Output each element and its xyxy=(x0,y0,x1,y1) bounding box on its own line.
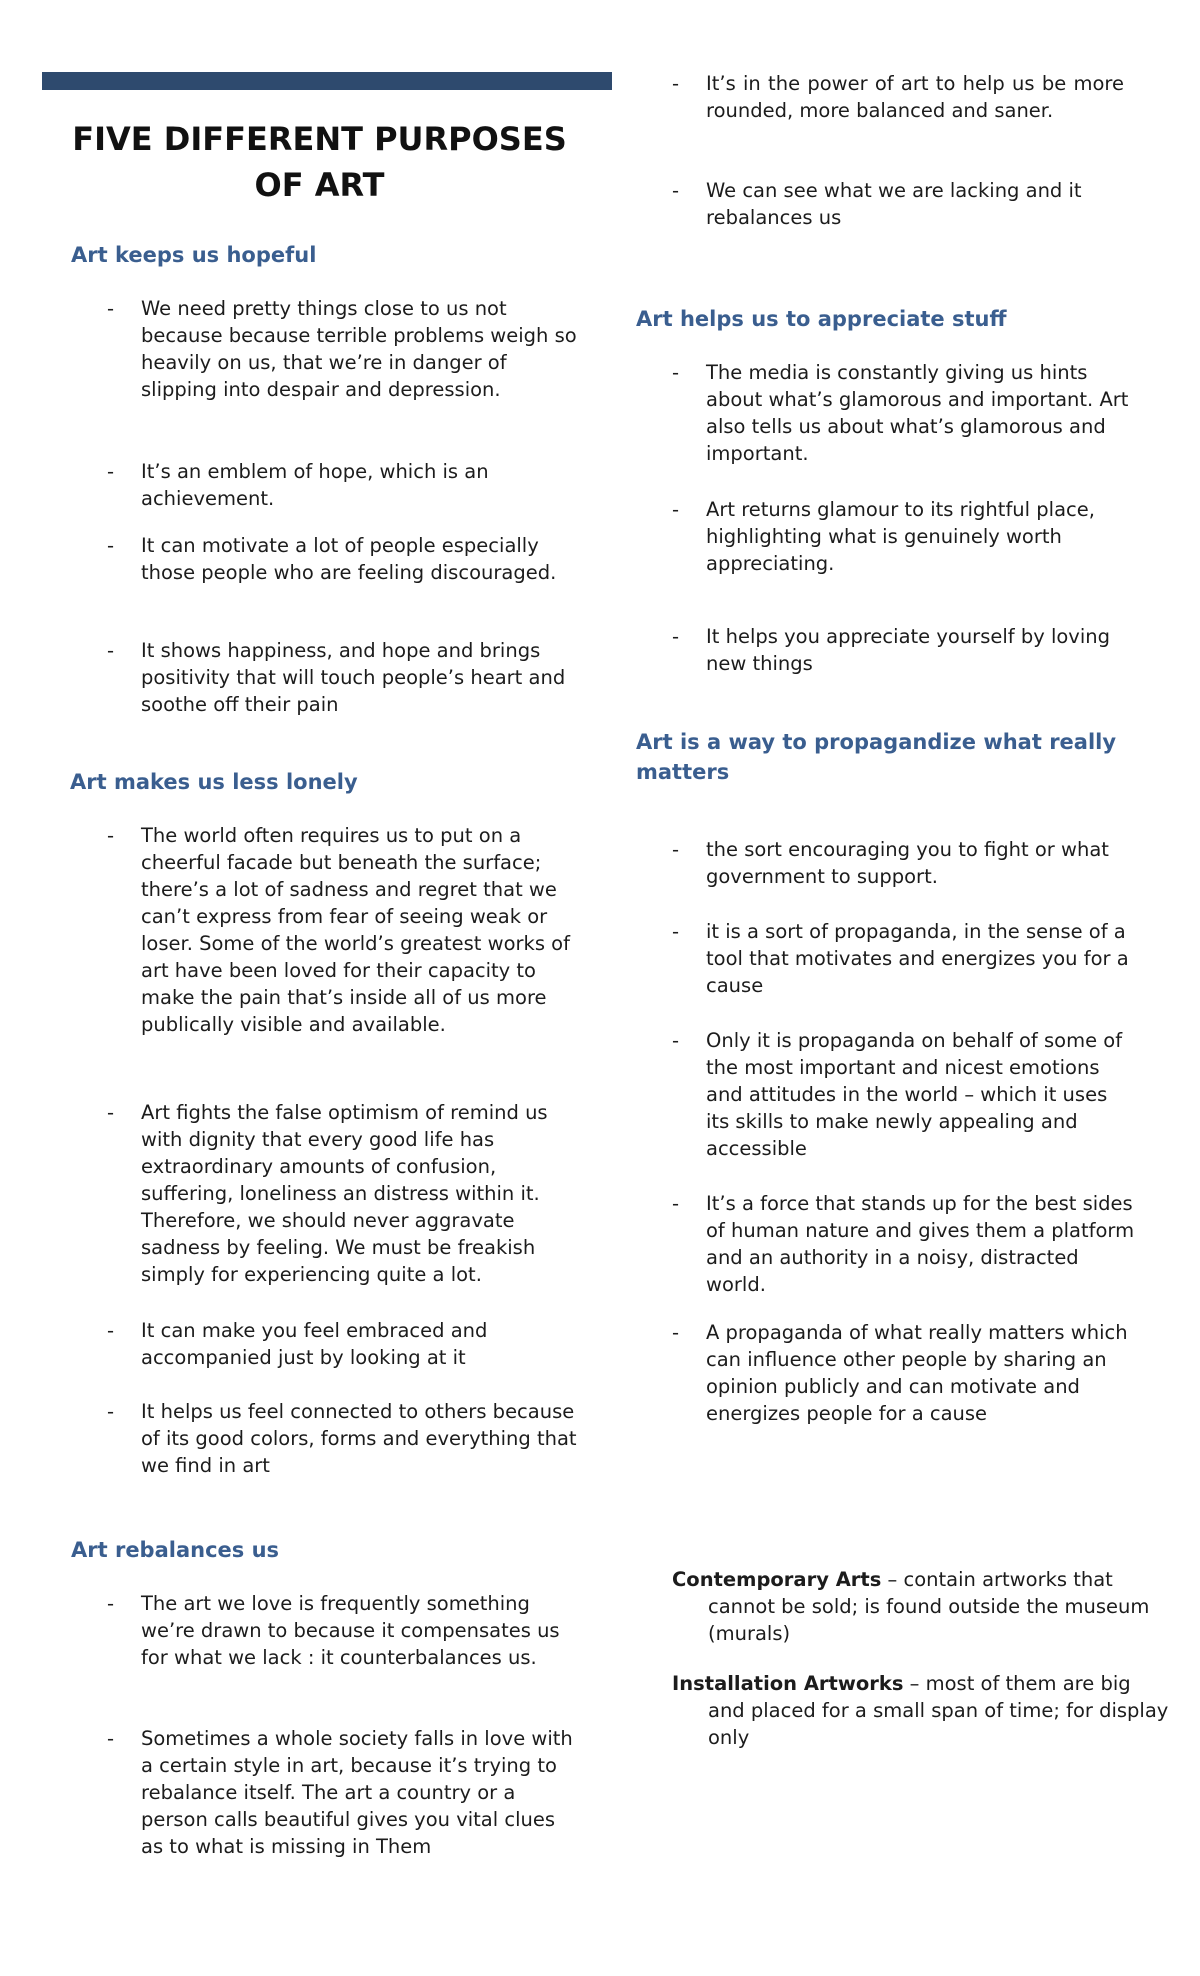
list-item: - It’s in the power of art to help us be more rounded, more balanced and saner. xyxy=(706,70,1124,124)
page-title: FIVE DIFFERENT PURPOSES OF ART xyxy=(72,120,567,204)
heading-lonely: Art makes us less lonely xyxy=(70,770,358,794)
heading-propaganda: Art is a way to propagandize what really matters xyxy=(636,730,1117,784)
list-item: - We need pretty things close to us not because because terrible problems weigh so heavily on us, that we’re in danger of slipping into despair and depression. xyxy=(141,295,581,403)
definition-text: – contain artworks that cannot be sold; is found outside the museum (murals) xyxy=(708,1568,1150,1645)
list-item: - Only it is propaganda on behalf of some of the most important and nicest emotions and attitudes in the world – which it uses its skills to make newly appealing and accessible xyxy=(706,1027,1136,1162)
definition-text: – most of them are big and placed for a small span of time; for display only xyxy=(708,1672,1169,1749)
list-item: - It helps us feel connected to others because of its good colors, forms and everything that we find in art xyxy=(141,1398,581,1479)
heading-hopeful: Art keeps us hopeful xyxy=(71,243,317,267)
list-item: - The art we love is frequently something we’re drawn to because it compensates us for what we lack : it counterbalances us. xyxy=(141,1590,581,1671)
list-item: - A propaganda of what really matters which can influence other people by sharing an opinion publicly and can motivate and energizes people for a cause xyxy=(706,1319,1136,1427)
list-item: - it is a sort of propaganda, in the sense of a tool that motivates and energizes you for a cause xyxy=(706,918,1136,999)
list-item: - Art fights the false optimism of remind us with dignity that every good life has extraordinary amounts of confusion, suffering, loneliness an distress within it. Therefore, we should never aggravate sadness by feeling. We must be freakish simply for experiencing quite a lot. xyxy=(141,1099,581,1288)
definition-term: Installation Artworks xyxy=(672,1672,904,1695)
list-item: - We can see what we are lacking and it rebalances us xyxy=(706,177,1124,231)
list-item: - Sometimes a whole society falls in love with a certain style in art, because it’s trying to rebalance itself. The art a country or a person calls beautiful gives you vital clues as to what is missing in Them xyxy=(141,1725,581,1860)
heading-rebalances: Art rebalances us xyxy=(71,1538,280,1562)
list-item: - It can make you feel embraced and accompanied just by looking at it xyxy=(141,1317,581,1371)
list-item: - It helps you appreciate yourself by loving new things xyxy=(706,623,1136,677)
heading-appreciate: Art helps us to appreciate stuff xyxy=(636,307,1007,331)
list-item: - It’s an emblem of hope, which is an achievement. xyxy=(141,458,581,512)
list-item: - It can motivate a lot of people especially those people who are feeling discouraged. xyxy=(141,532,581,586)
list-item: - the sort encouraging you to fight or what government to support. xyxy=(706,836,1136,890)
list-item: - It shows happiness, and hope and brings positivity that will touch people’s heart and soothe off their pain xyxy=(141,637,581,718)
list-item: - The world often requires us to put on a cheerful facade but beneath the surface; there’s a lot of sadness and regret that we can’t express from fear of seeing weak or loser. Some of the world’s greatest works of art have been loved for their capacity to make the pain that’s inside all of us more publically visible and available. xyxy=(141,822,581,1038)
list-item: - Art returns glamour to its rightful place, highlighting what is genuinely worth appreciating. xyxy=(706,496,1136,577)
list-item: - The media is constantly giving us hints about what’s glamorous and important. Art also tells us about what’s glamorous and important. xyxy=(706,359,1136,467)
definition-term: Contemporary Arts xyxy=(672,1568,882,1591)
header-bar xyxy=(42,72,612,90)
list-item: - It’s a force that stands up for the best sides of human nature and gives them a platform and an authority in a noisy, distracted world. xyxy=(706,1190,1136,1298)
definition-contemporary-arts xyxy=(672,1566,1172,1647)
definition-installation-artworks xyxy=(672,1670,1172,1751)
